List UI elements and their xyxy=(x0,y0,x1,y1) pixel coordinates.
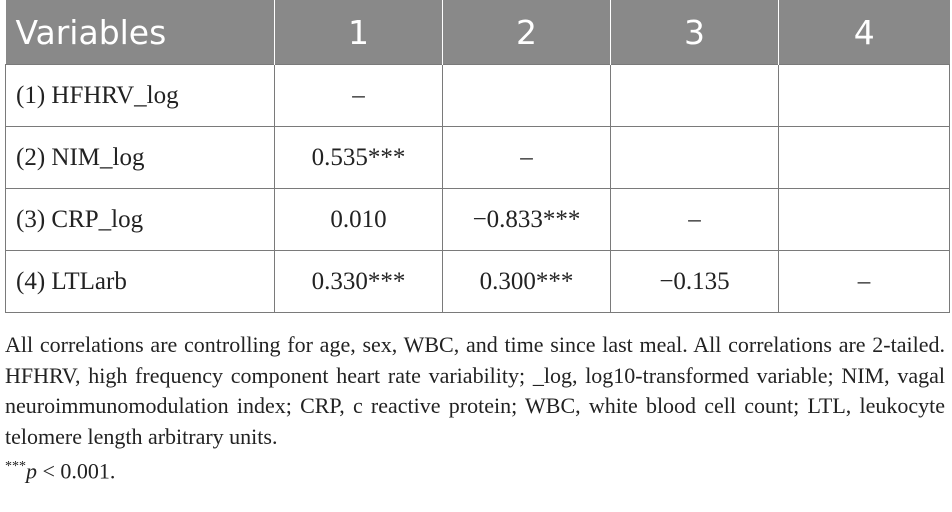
header-col-4: 4 xyxy=(779,0,950,65)
table-cell: – xyxy=(611,189,779,251)
table-cell: – xyxy=(275,65,443,127)
table-cell: −0.833*** xyxy=(443,189,611,251)
table-body xyxy=(6,65,950,313)
table-cell: 0.330*** xyxy=(275,251,443,313)
significance-threshold: < 0.001. xyxy=(37,458,116,484)
correlation-table-container xyxy=(5,0,949,313)
header-col-3: 3 xyxy=(611,0,779,65)
header-variables: Variables xyxy=(6,0,275,65)
table-cell: −0.135 xyxy=(611,251,779,313)
header-col-1: 1 xyxy=(275,0,443,65)
header-row xyxy=(6,0,950,65)
table-row xyxy=(6,127,950,189)
table-row xyxy=(6,189,950,251)
table-cell: – xyxy=(443,127,611,189)
table-cell xyxy=(779,65,950,127)
table-cell xyxy=(779,189,950,251)
table-cell xyxy=(611,65,779,127)
correlation-table xyxy=(5,0,950,313)
table-cell xyxy=(779,127,950,189)
table-cell xyxy=(611,127,779,189)
table-cell: 0.300*** xyxy=(443,251,611,313)
significance-stars: *** xyxy=(5,459,26,474)
table-cell: 0.535*** xyxy=(275,127,443,189)
row-label: (3) CRP_log xyxy=(6,189,275,251)
footnote-text: All correlations are controlling for age, sex, WBC, and time since last meal. All correlations are 2-tailed. HFHRV, high frequency component heart rate variability; _log, log10-transformed variable; NIM, vagal neuroimmunomodulation index; CRP, c reactive protein; WBC, white blood cell count; LTL, leukocyte telomere length arbitrary units. xyxy=(5,332,945,449)
table-row xyxy=(6,251,950,313)
table-cell xyxy=(443,65,611,127)
significance-p-symbol: p xyxy=(26,458,37,484)
header-col-2: 2 xyxy=(443,0,611,65)
table-row xyxy=(6,65,950,127)
table-cell: – xyxy=(779,251,950,313)
row-label: (2) NIM_log xyxy=(6,127,275,189)
table-cell: 0.010 xyxy=(275,189,443,251)
row-label: (1) HFHRV_log xyxy=(6,65,275,127)
significance-note xyxy=(5,452,945,487)
row-label: (4) LTLarb xyxy=(6,251,275,313)
table-footnote xyxy=(5,330,945,487)
table-header xyxy=(6,0,950,65)
